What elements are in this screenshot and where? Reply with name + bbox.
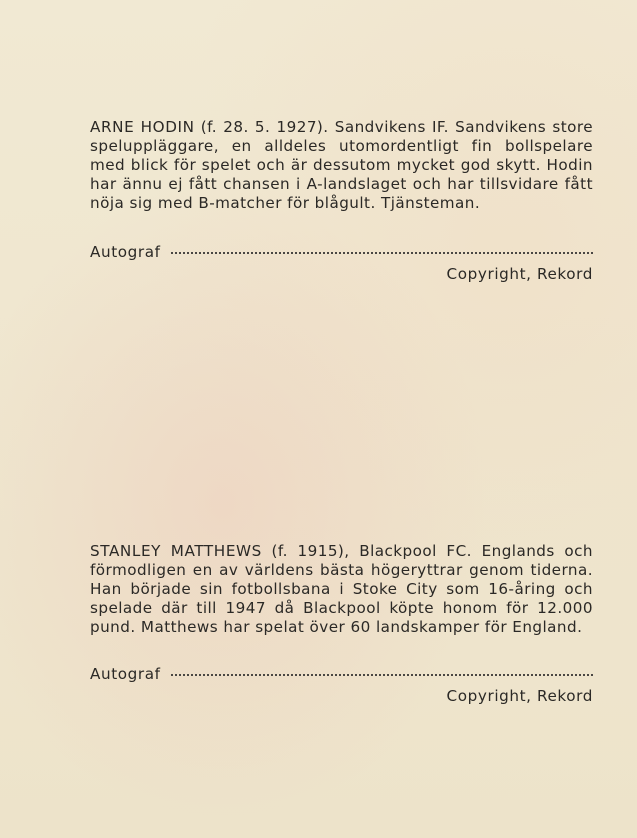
player-bio — [90, 542, 593, 637]
autograph-dotted-line — [171, 672, 593, 676]
player-bio-text: (f. 1915), Blackpool FC. Englands och förmodligen en av världens bästa högeryttrar genom tiderna. Han började sin fotbollsbana i Stoke City som 16-åring och spelade där till 1947 då Blackpool köpte honom för 12.000 pund. Matthews har spelat över 60 landskamper för England. — [90, 542, 593, 636]
autograph-label: Autograf — [90, 665, 161, 683]
player-name: ARNE HODIN — [90, 118, 195, 136]
autograph-dotted-line — [171, 250, 593, 254]
player-name: STANLEY MATTHEWS — [90, 542, 262, 560]
copyright-notice: Copyright, Rekord — [446, 687, 593, 705]
copyright-notice: Copyright, Rekord — [446, 265, 593, 283]
autograph-label: Autograf — [90, 243, 161, 261]
player-bio-text: (f. 28. 5. 1927). Sandvikens IF. Sandvikens store speluppläggare, en alldeles utomordentligt fin bollspelare med blick för spelet och är dessutom mycket god skytt. Hodin har ännu ej fått chansen i A-landslaget och har tillsvidare fått nöja sig med B-matcher för blågult. Tjänsteman. — [90, 118, 594, 212]
player-bio — [90, 118, 593, 213]
autograph-row — [90, 243, 593, 261]
player-card-hodin — [90, 118, 593, 283]
player-card-matthews — [90, 542, 593, 705]
autograph-row — [90, 665, 593, 683]
